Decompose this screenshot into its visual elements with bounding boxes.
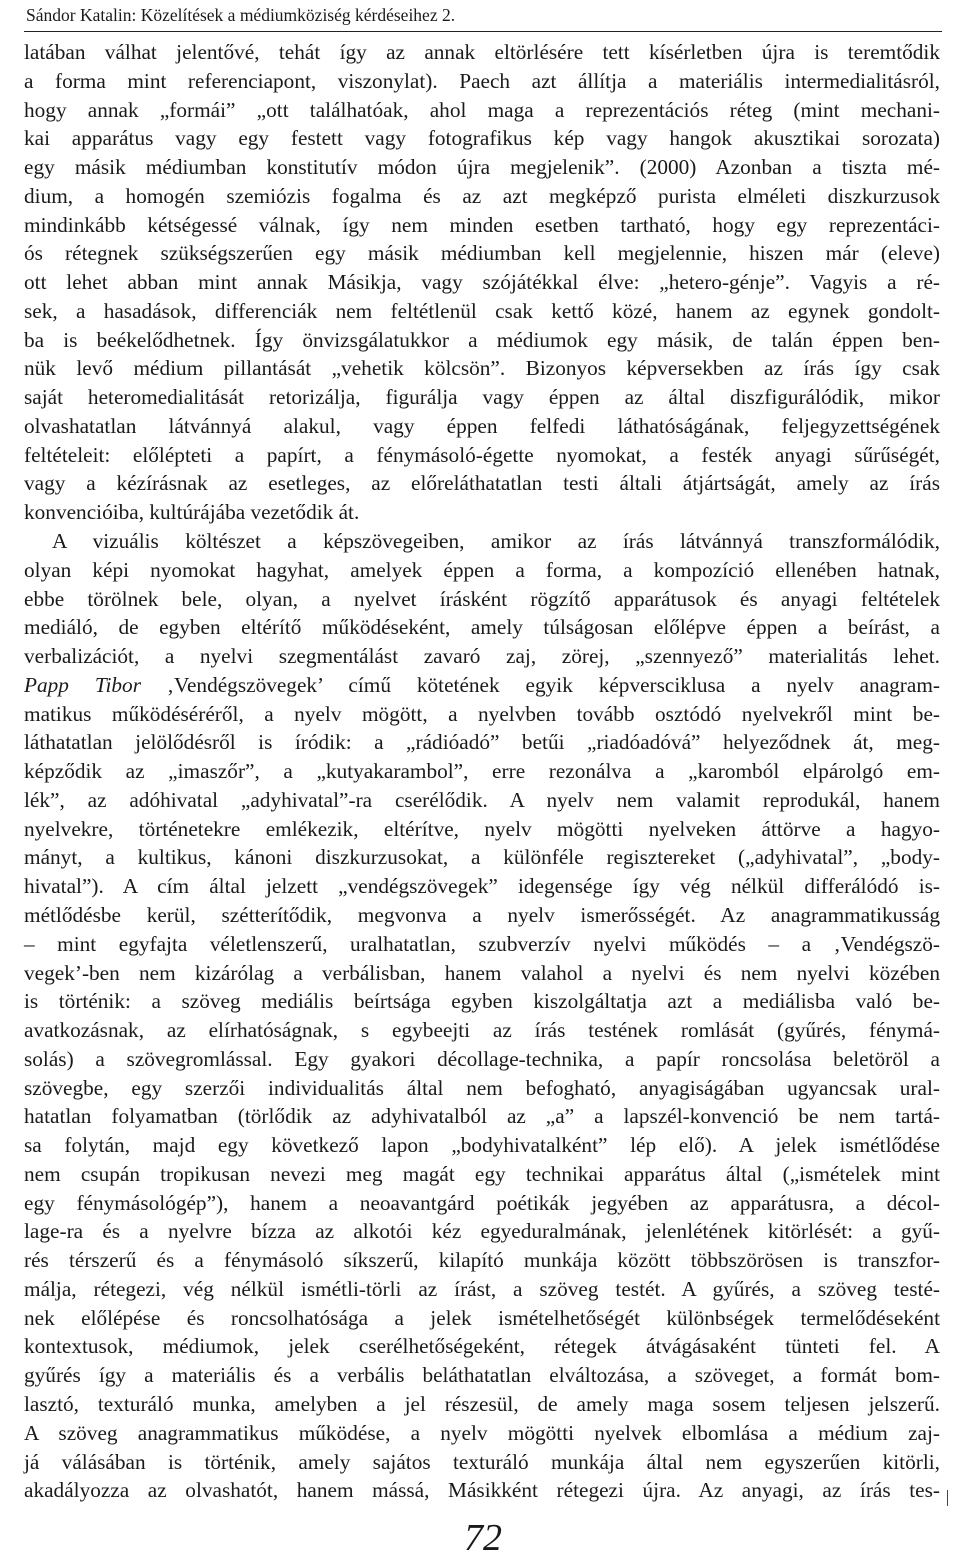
text-line: nük levő médium pillantását „vehetik kölcsön”. Bizonyos képversekben az írás így csak: [24, 356, 940, 381]
text-line: já válásában is történik, amely sajátos texturáló munkája által nem egyszerűen kitörli,: [24, 1449, 940, 1474]
paragraph-start-line: A vizuális költészet a képszövegeiben, amikor az írás látvánnyá transzformálódik,: [52, 529, 940, 554]
text-line: lék”, az adóhivatal „adyhivatal”-ra cserélődik. A nyelv nem valamit reprodukál, hanem: [24, 787, 940, 812]
text-line: vegek’-ben nem kizárólag a verbálisban, hanem valahol a nyelvi és nem nyelvi közében: [24, 960, 940, 985]
text-line: akadályozza az olvashatót, hanem mássá, Másikként rétegezi újra. Az anyagi, az írás tes-: [24, 1478, 940, 1503]
text-line: – mint egyfajta véletlenszerű, uralhatatlan, szubverzív nyelvi működés – a ‚Vendégszö-: [24, 931, 940, 956]
text-line: egy fénymásológép”), hanem a neoavantgárd poétikák jegyében az apparátusra, a décol-: [24, 1190, 940, 1215]
page-number: 72: [464, 1517, 502, 1559]
text-line: ott lehet abban mint annak Másikja, vagy szójátékkal élve: „hetero-génje”. Vagyis a ré-: [24, 270, 940, 295]
text-line: kontextusok, médiumok, jelek cserélhetőségeként, rétegek átvágásaként tünteti fel. A: [24, 1334, 940, 1359]
body-text: [24, 38, 940, 1534]
text-line: dium, a homogén szemiózis fogalma és az azt megképző purista elméleti diszkurzusok: [24, 183, 940, 208]
text-line: hogy annak „formái” „ott találhatóak, ahol maga a reprezentációs réteg (mint mechani-: [24, 97, 940, 122]
text-line: hatatlan folyamatban (törlődik az adyhivatalból az „a” a lapszél-konvenció be nem tartá-: [24, 1104, 940, 1129]
text-line: ebbe törölnek bele, olyan, a nyelvet írásként rögzítő apparátusok és anyagi feltételek: [24, 586, 940, 611]
text-line: gyűrés így a materiális és a verbális beláthatatlan elváltozása, a szöveget, a formát bom-: [24, 1363, 940, 1388]
text-line: a forma mint referenciapont, viszonylat). Paech azt állítja a materiális intermedialitásról,: [24, 68, 940, 93]
text-line: képződik az „imaszőr”, a „kutyakarambol”, erre rezonálva a „karomból elpárolgó em-: [24, 759, 940, 784]
text-line: feltételeit: előlépteti a papírt, a fénymásoló-égette nyomokat, a festék anyagi sűrűségét,: [24, 442, 940, 467]
text-line: nem csupán tropikusan nevezi meg magát egy technikai apparátus által („ismételek mint: [24, 1161, 940, 1186]
text-line: ós rétegnek szükségszerűen egy másik médiumban kell megjelennie, hiszen már (eleve): [24, 241, 940, 266]
text-line: vagy a kézírásnak az esetleges, az előreláthatatlan testi általi átjártságát, amely az írás: [24, 471, 940, 496]
text-run: ‚Vendégszövegek’ című kötetének egyik képversciklusa a nyelv anagram-: [141, 672, 941, 697]
text-line: olyan képi nyomokat hagyhat, amelyek éppen a forma, a kompozíció ellenében hatnak,: [24, 557, 940, 582]
text-line: szövegbe, egy szerzői individualitás által nem befogható, anyagiságában ugyancsak ural-: [24, 1075, 940, 1100]
text-line: A szöveg anagrammatikus működése, a nyelv mögötti nyelvek elbomlása a médium zaj-: [24, 1420, 940, 1445]
text-line: nek előlépése és roncsolhatósága a jelek ismételhetőségét különbségek termelődéseként: [24, 1305, 940, 1330]
text-line: olvashatatlan látvánnyá alakul, vagy éppen felfedi láthatóságának, feljegyzettségének: [24, 413, 940, 438]
author-name: Papp Tibor: [24, 672, 141, 697]
text-line: sek, a hasadások, differenciák nem feltétlenül csak kettő közé, hanem az egynek gondolt-: [24, 298, 940, 323]
text-line: mányt, a kultikus, kánoni diszkurzusokat, a különféle regisztereket („adyhivatal”, „body-: [24, 845, 940, 870]
text-line-with-author: [24, 671, 940, 700]
running-header: Sándor Katalin: Közelítések a médiumköziség kérdéseihez 2.: [26, 5, 456, 25]
text-line: lasztó, texturáló munka, amelyben a jel részesül, de amely maga sosem teljesen jelszerű.: [24, 1391, 940, 1416]
text-line: láthatatlan jelölődésről is íródik: a „rádióadó” betűi „riadóadóvá” helyeződnek át, meg-: [24, 730, 940, 755]
text-line: is történik: a szöveg mediális beírtsága egyben kiszolgáltatja azt a mediálisba való be-: [24, 989, 940, 1014]
text-line: verbalizációt, a nyelvi szegmentálást zavaró zaj, zörej, „szennyező” materialitás lehet.: [24, 644, 940, 669]
text-line: ba is beékelődhetnek. Így önvizsgálatukkor a médiumok egy másik, de talán éppen ben-: [24, 327, 940, 352]
text-line: métlődésbe kerül, szétterítődik, megvonva a nyelv ismerősségét. Az anagrammatikusság: [24, 902, 940, 927]
text-line: mediáló, de egyben eltérítő működéseként, amely túlságosan előlépve éppen a beírást, a: [24, 615, 940, 640]
paragraph-end-line: konvencióiba, kultúrájába vezetődik át.: [24, 500, 360, 525]
text-line: mindinkább kétségessé válnak, így nem minden esetben tartható, hogy egy reprezentáci-: [24, 212, 940, 237]
text-line: saját heteromedialitását retorizálja, figurálja vagy éppen az által diszfigurálódik, mikor: [24, 385, 940, 410]
text-line: hivatal”). A cím által jelzett „vendégszövegek” idegensége így vég nélkül differálódó is-: [24, 874, 940, 899]
margin-mark: [947, 1490, 948, 1506]
text-line: avatkozásnak, az elírhatóságnak, s egybeejti az írás testének romlását (gyűrés, fénymá-: [24, 1018, 940, 1043]
text-line: matikus működéséréről, a nyelv mögött, a nyelvben tovább osztódó nyelvekről mint be-: [24, 701, 940, 726]
text-line: solás) a szövegromlással. Egy gyakori décollage-technika, a papír roncsolása beletöröl a: [24, 1046, 940, 1071]
text-line: málja, rétegezi, vég nélkül ismétli-törli az írást, a szöveg testét. A gyűrés, a szöveg testé-: [24, 1276, 940, 1301]
text-line: rés térszerű és a fénymásoló síkszerű, kilapító munkája között többszörösen is transzfor-: [24, 1248, 940, 1273]
text-line: latában válhat jelentővé, tehát így az annak eltörlésére tett kísérletben újra is teremtődik: [24, 40, 940, 64]
text-line: kai apparátus vagy egy festett vagy fotografikus kép vagy hangok akusztikai sorozata): [24, 126, 940, 151]
text-line: sa folytán, majd egy következő lapon „bodyhivatalként” lép elő). A jelek ismétlődése: [24, 1133, 940, 1158]
text-line: lage-ra és a nyelvre bízza az alkotói kéz egyeduralmának, jelenlétének kitörlését: a gyű-: [24, 1219, 940, 1244]
text-line: egy másik médiumban konstitutív módon újra megjelenik”. (2000) Azonban a tiszta mé-: [24, 155, 940, 180]
text-line: nyelvekre, történetekre emlékezik, eltérítve, nyelv mögötti nyelveken áttörve a hagyo-: [24, 816, 940, 841]
header-rule: [24, 31, 942, 32]
